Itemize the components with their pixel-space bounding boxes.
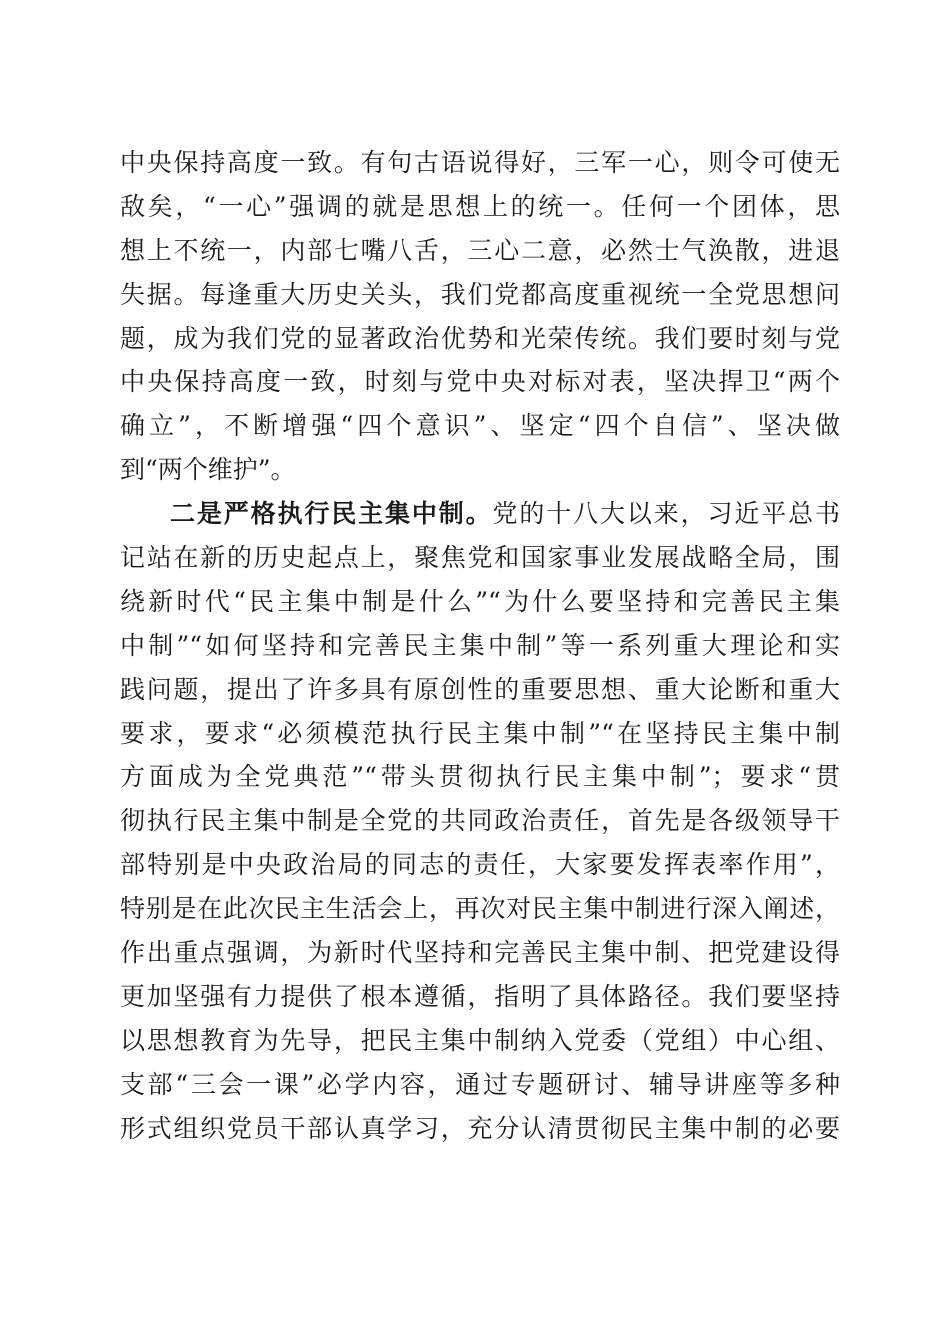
text-line: 以思想教育为先导，把民主集中制纳入党委（党组）中心组、 bbox=[120, 1025, 840, 1055]
paragraph-democratic-centralism bbox=[120, 492, 840, 1150]
text-line: 部特别是中央政治局的同志的责任，大家要发挥表率作用”， bbox=[120, 850, 840, 880]
text-line: 中制”“如何坚持和完善民主集中制”等一系列重大理论和实 bbox=[120, 630, 840, 660]
text-line: 更加坚强有力提供了根本遵循，指明了具体路径。我们要坚持 bbox=[120, 981, 840, 1011]
text-line: 绕新时代“民主集中制是什么”“为什么要坚持和完善民主集 bbox=[120, 586, 840, 616]
text-line: 确立”，不断增强“四个意识”、坚定“四个自信”、坚决做 bbox=[120, 411, 840, 441]
text-line: 作出重点强调，为新时代坚持和完善民主集中制、把党建设得 bbox=[120, 938, 840, 968]
document-body bbox=[120, 141, 840, 1150]
text-line: 题，成为我们党的显著政治优势和光荣传统。我们要时刻与党 bbox=[120, 323, 840, 353]
section-heading: 二是严格执行民主集中制。 bbox=[170, 499, 493, 529]
text-line: 践问题，提出了许多具有原创性的重要思想、重大论断和重大 bbox=[120, 674, 840, 704]
text-line: 特别是在此次民主生活会上，再次对民主集中制进行深入阐述， bbox=[120, 894, 840, 924]
text-line: 记站在新的历史起点上，聚焦党和国家事业发展战略全局，围 bbox=[120, 543, 840, 573]
text-line bbox=[120, 492, 840, 536]
text-line: 想上不统一，内部七嘴八舌，三心二意，必然士气涣散，进退 bbox=[120, 235, 840, 265]
text-line: 敌矣，“一心”强调的就是思想上的统一。任何一个团体，思 bbox=[120, 191, 840, 221]
text-line: 支部“三会一课”必学内容，通过专题研讨、辅导讲座等多种 bbox=[120, 1069, 840, 1099]
text-line: 中央保持高度一致。有句古语说得好，三军一心，则令可使无 bbox=[120, 148, 840, 177]
text-line: 彻执行民主集中制是全党的共同政治责任，首先是各级领导干 bbox=[120, 806, 840, 836]
text-line: 中央保持高度一致，时刻与党中央对标对表，坚决捍卫“两个 bbox=[120, 367, 840, 397]
paragraph-party-unity bbox=[120, 141, 840, 492]
text-line: 失据。每逢重大历史关头，我们党都高度重视统一全党思想问 bbox=[120, 279, 840, 309]
text-line: 形式组织党员干部认真学习，充分认清贯彻民主集中制的必要 bbox=[120, 1113, 840, 1143]
text-fragment: 党的十八大以来，习近平总书 bbox=[492, 499, 840, 529]
text-line: 到“两个维护”。 bbox=[120, 455, 296, 485]
text-line: 要求，要求“必须模范执行民主集中制”“在坚持民主集中制 bbox=[120, 718, 840, 748]
text-line: 方面成为全党典范”“带头贯彻执行民主集中制”；要求“贯 bbox=[120, 762, 840, 792]
